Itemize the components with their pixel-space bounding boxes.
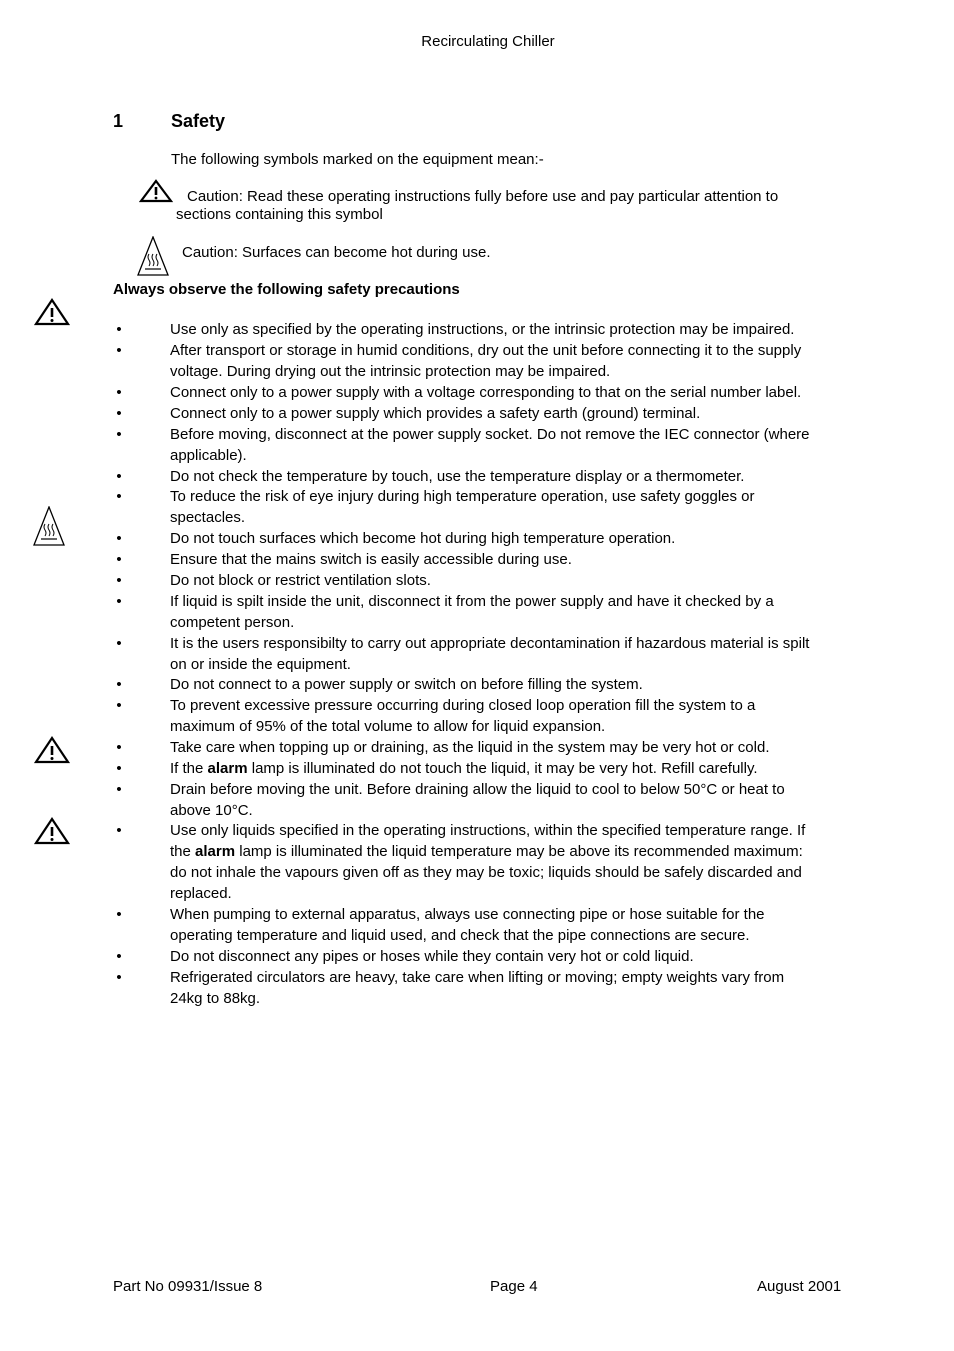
- bullet-marker: •: [116, 635, 122, 652]
- bullet-marker: •: [116, 572, 122, 589]
- bullet-marker: •: [116, 426, 122, 443]
- list-item-text: Connect only to a power supply with a voltage corresponding to that on the serial number label.: [170, 384, 802, 401]
- list-item-text: Drain before moving the unit. Before draining allow the liquid to cool to below 50°C or heat to above 10°C.: [170, 781, 785, 819]
- hot-surface-icon: [33, 506, 65, 546]
- footer-page-number: Page 4: [490, 1278, 538, 1295]
- bullet-marker: •: [116, 342, 122, 359]
- bullet-marker: •: [116, 321, 122, 338]
- section-title: Safety: [171, 111, 226, 131]
- list-item-text: To prevent excessive pressure occurring during closed loop operation fill the system to a maximum of 95% of the total volume to allow for liquid expansion.: [170, 697, 756, 735]
- list-item-text: Do not block or restrict ventilation slots.: [170, 572, 431, 589]
- footer-part-number: Part No 09931/Issue 8: [113, 1278, 263, 1295]
- list-item-text: To reduce the risk of eye injury during high temperature operation, use safety goggles or spectacles.: [170, 488, 755, 526]
- list-item-text: Refrigerated circulators are heavy, take care when lifting or moving; empty weights vary from 24kg to 88kg.: [170, 969, 785, 1007]
- bullet-marker: •: [116, 760, 122, 777]
- bullet-marker: •: [116, 739, 122, 756]
- warning-triangle-icon: [34, 736, 70, 764]
- warning-triangle-icon: [139, 179, 173, 203]
- bullet-marker: •: [116, 676, 122, 693]
- list-item-text: If liquid is spilt inside the unit, disconnect it from the power supply and have it checked by a competent person.: [170, 593, 774, 631]
- section-number: 1: [113, 111, 124, 131]
- list-item-text: Before moving, disconnect at the power supply socket. Do not remove the IEC connector (where applicable).: [170, 426, 810, 464]
- bullet-marker: •: [116, 405, 122, 422]
- footer-date: August 2001: [757, 1278, 842, 1295]
- bullet-marker: •: [116, 948, 122, 965]
- list-item-text: It is the users responsibilty to carry out appropriate decontamination if hazardous material is spilt on or inside the equipment.: [170, 635, 810, 673]
- bullet-marker: •: [116, 488, 122, 505]
- list-item-text: Do not check the temperature by touch, use the temperature display or a thermometer.: [170, 468, 745, 485]
- bullet-marker: •: [116, 697, 122, 714]
- bullet-marker: •: [116, 384, 122, 401]
- symbol-caption-line: Caution: Surfaces can become hot during use.: [182, 244, 491, 261]
- list-item-text: Take care when topping up or draining, as the liquid in the system may be very hot or cold.: [170, 739, 770, 756]
- list-item-text: Ensure that the mains switch is easily accessible during use.: [170, 551, 572, 568]
- list-item-text: After transport or storage in humid conditions, dry out the unit before connecting it to the supply voltage. During drying out the intrinsic protection may be impaired.: [170, 342, 802, 380]
- bullet-marker: •: [116, 822, 122, 839]
- list-item-text: Do not connect to a power supply or switch on before filling the system.: [170, 676, 643, 693]
- symbol-caption-line: sections containing this symbol: [176, 206, 383, 223]
- bullet-marker: •: [116, 969, 122, 986]
- hot-surface-icon: [137, 236, 169, 276]
- emphasis-text: alarm: [207, 760, 248, 777]
- running-header: Recirculating Chiller: [421, 33, 555, 50]
- list-item-text: Do not touch surfaces which become hot during high temperature operation.: [170, 530, 676, 547]
- bullet-marker: •: [116, 530, 122, 547]
- bullet-marker: •: [116, 551, 122, 568]
- bullet-marker: •: [116, 593, 122, 610]
- list-item-text: Connect only to a power supply which provides a safety earth (ground) terminal.: [170, 405, 701, 422]
- symbol-caption-line: Caution: Read these operating instructions fully before use and pay particular attention to: [187, 188, 779, 205]
- precautions-heading: Always observe the following safety precautions: [113, 281, 460, 298]
- list-item-text: Use only as specified by the operating instructions, or the intrinsic protection may be impaired.: [170, 321, 795, 338]
- warning-triangle-icon: [34, 817, 70, 845]
- emphasis-text: alarm: [195, 843, 236, 860]
- intro-text: The following symbols marked on the equipment mean:-: [171, 151, 544, 168]
- list-item-text: When pumping to external apparatus, always use connecting pipe or hose suitable for the operating temperature and liquid used, and check that the pipe connections are secure.: [170, 906, 765, 944]
- bullet-marker: •: [116, 468, 122, 485]
- bullet-marker: •: [116, 781, 122, 798]
- list-item-text: Do not disconnect any pipes or hoses while they contain very hot or cold liquid.: [170, 948, 694, 965]
- list-item-text: Use only liquids specified in the operating instructions, within the specified temperature range. If the alarm lamp is illuminated the liquid temperature may be above its recommended maximum: do not inhale the vapours given off as they may be toxic; liquids should be safely discarded and replaced.: [170, 822, 806, 902]
- bullet-marker: •: [116, 906, 122, 923]
- warning-triangle-icon: [34, 298, 70, 326]
- list-item-text: If the alarm lamp is illuminated do not touch the liquid, it may be very hot. Refill carefully.: [170, 760, 758, 777]
